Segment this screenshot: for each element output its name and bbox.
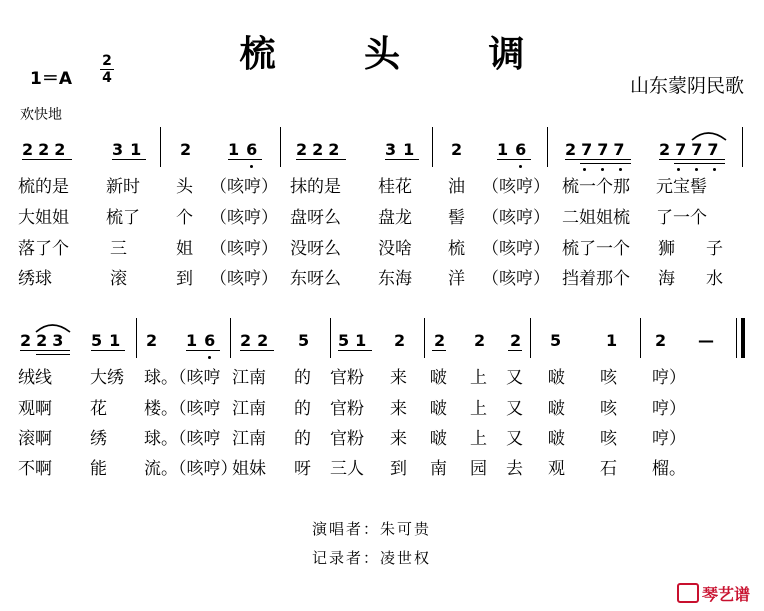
lyric-line: 落了个 三 姐 （咳哼） 没呀么 没啥 梳 （咳哼） 梳了一个 狮 子 [18,239,723,259]
low-octave-dot [713,168,716,171]
dash-extension: — [698,331,714,350]
song-title: 梳 头 调 [239,34,563,75]
note-group: 2777 [565,140,630,159]
bar-line [530,318,531,358]
note-group: 2 [474,331,486,350]
bar-line [640,318,641,358]
bar-line [424,318,425,358]
note-group: 2 [510,331,522,350]
low-octave-dot [619,168,622,171]
bar-line [547,127,548,167]
recorder-credit: 记录者：凌世权 [312,549,432,567]
note-group: 16 [497,140,534,159]
note-group: 5 [298,331,310,350]
note-group: 51 [91,331,128,350]
note-group: 222 [296,140,345,159]
note-group: 1 [606,331,618,350]
note-group: 2 [146,331,158,350]
note-group: 31 [385,140,422,159]
final-bar-thin [736,318,737,358]
singer-credit: 演唱者：朱可贵 [312,520,432,538]
note-group: 16 [228,140,265,159]
logo-text: 琴艺谱 [701,585,750,604]
low-octave-dot [519,165,522,168]
note-group: 22 [240,331,275,350]
lyric-line: 梳的是 新时 头 （咳哼） 抹的是 桂花 油 （咳哼） 梳一个那 元宝髻 [18,177,707,197]
low-octave-dot [677,168,680,171]
song-origin: 山东蒙阴民歌 [629,75,744,97]
bar-line [330,318,331,358]
note-group: 223 [20,331,69,350]
note-group: 2 [180,140,192,159]
time-sig-bottom: 4 [102,70,112,86]
note-group: 222 [22,140,71,159]
time-signature [100,54,114,85]
low-octave-dot [601,168,604,171]
note-group: 31 [112,140,149,159]
lyric-line: 绒线 大绣 球。（咳哼 江南 的 官粉 来 啵 上 又 啵 咳 哼） [18,368,686,388]
key-signature: 1＝A [30,69,72,89]
note-group: 51 [338,331,373,350]
low-octave-dot [583,168,586,171]
logo-icon [677,583,699,603]
note-group: 2 [434,331,446,350]
lyric-line: 绣球 滚 到 （咳哼） 东呀么 东海 洋 （咳哼） 挡着那个 海 水 [18,269,723,289]
lyric-line: 滚啊 绣 球。（咳哼 江南 的 官粉 来 啵 上 又 啵 咳 哼） [18,429,686,449]
bar-line [160,127,161,167]
bar-line [230,318,231,358]
note-group: 2777 [659,140,724,159]
lyric-line: 观啊 花 楼。（咳哼 江南 的 官粉 来 啵 上 又 啵 咳 哼） [18,399,686,419]
bar-line [742,127,743,167]
note-group: 5 [550,331,562,350]
low-octave-dot [695,168,698,171]
note-group: 2 [394,331,406,350]
tie-slur [34,320,74,334]
lyric-line: 不啊 能 流。（咳哼） 姐妹 呀 三人 到 南 园 去 观 石 榴。 [18,459,686,479]
bar-line [136,318,137,358]
note-group: 2 [451,140,463,159]
site-logo [677,582,750,605]
bar-line [432,127,433,167]
low-octave-dot [250,165,253,168]
lyric-line: 大姐姐 梳了 个 （咳哼） 盘呀么 盘龙 髻 （咳哼） 二姐姐梳 了一个 [18,208,707,228]
time-sig-top: 2 [102,53,112,69]
low-octave-dot [208,356,211,359]
tie-slur [690,128,730,142]
bar-line [280,127,281,167]
final-bar-thick [741,318,745,358]
note-group: 16 [186,331,223,350]
tempo-marking: 欢快地 [20,107,62,123]
note-group: 2 [655,331,667,350]
